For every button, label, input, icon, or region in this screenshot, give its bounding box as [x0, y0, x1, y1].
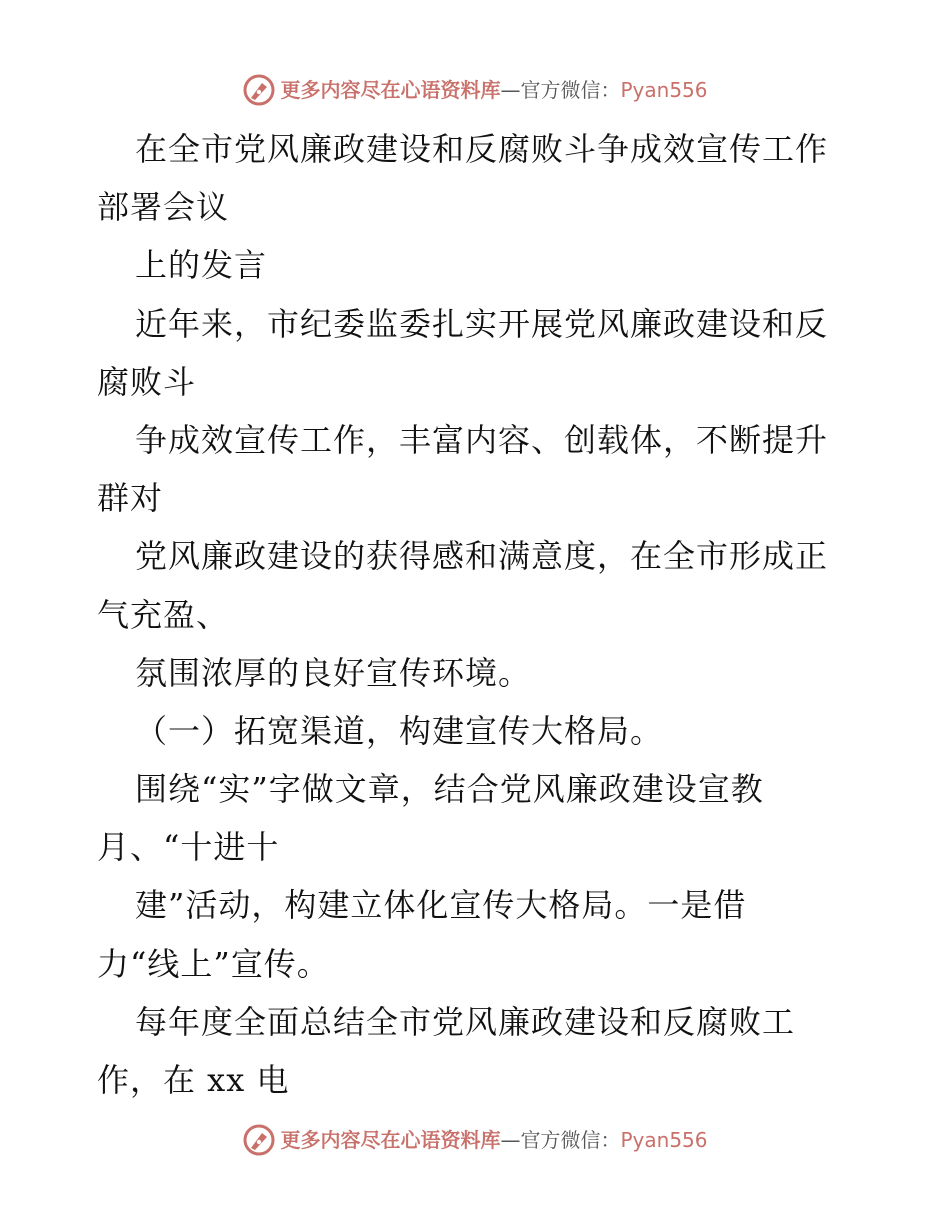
watermark-brand: 更多内容尽在心语资料库 — [280, 1128, 501, 1152]
watermark-text — [280, 1130, 707, 1150]
text-line: 上的发言 — [135, 246, 268, 285]
watermark-wechat-id: Pyan556 — [620, 1128, 708, 1152]
text-line: 在全市党风廉政建设和反腐败斗争成效宣传工作 — [135, 130, 829, 168]
text-line: （一）拓宽渠道，构建宣传大格局。 — [135, 711, 664, 750]
watermark-dash: — — [500, 78, 521, 102]
text-line: 部署会议 — [97, 188, 230, 227]
text-line: 党风廉政建设的获得感和满意度，在全市形成正 — [135, 537, 829, 576]
watermark-wechat-id: Pyan556 — [620, 78, 708, 102]
text-line: 建”活动，构建立体化宣传大格局。一是借 — [135, 886, 747, 925]
watermark-official-label: 官方微信： — [520, 1128, 621, 1152]
header-watermark — [0, 70, 950, 110]
watermark-dash: — — [500, 1128, 521, 1152]
text-line: 力“线上”宣传。 — [97, 944, 330, 983]
footer-watermark — [0, 1120, 950, 1160]
watermark-text — [280, 80, 707, 100]
text-line: 氛围浓厚的良好宣传环境。 — [135, 653, 532, 692]
text-line: 群对 — [97, 479, 164, 518]
text-line: 腐败斗 — [97, 362, 197, 401]
text-line: 争成效宣传工作，丰富内容、创载体，不断提升 — [135, 420, 829, 459]
text-line: 围绕“实”字做文章，结合党风廉政建设宣教 — [135, 770, 764, 809]
watermark-official-label: 官方微信： — [520, 78, 621, 102]
text-line: 气充盈、 — [97, 595, 230, 634]
text-line: 月、“十进十 — [97, 828, 280, 867]
text-line: 近年来，市纪委监委扎实开展党风廉政建设和反 — [135, 304, 829, 343]
text-line: 作，在 xx 电 — [97, 1061, 290, 1099]
text-line: 每年度全面总结全市党风廉政建设和反腐败工 — [135, 1002, 796, 1041]
document-body — [97, 120, 857, 1109]
pen-nib-logo-icon — [242, 73, 276, 107]
watermark-brand: 更多内容尽在心语资料库 — [280, 78, 501, 102]
pen-nib-logo-icon — [242, 1123, 276, 1157]
